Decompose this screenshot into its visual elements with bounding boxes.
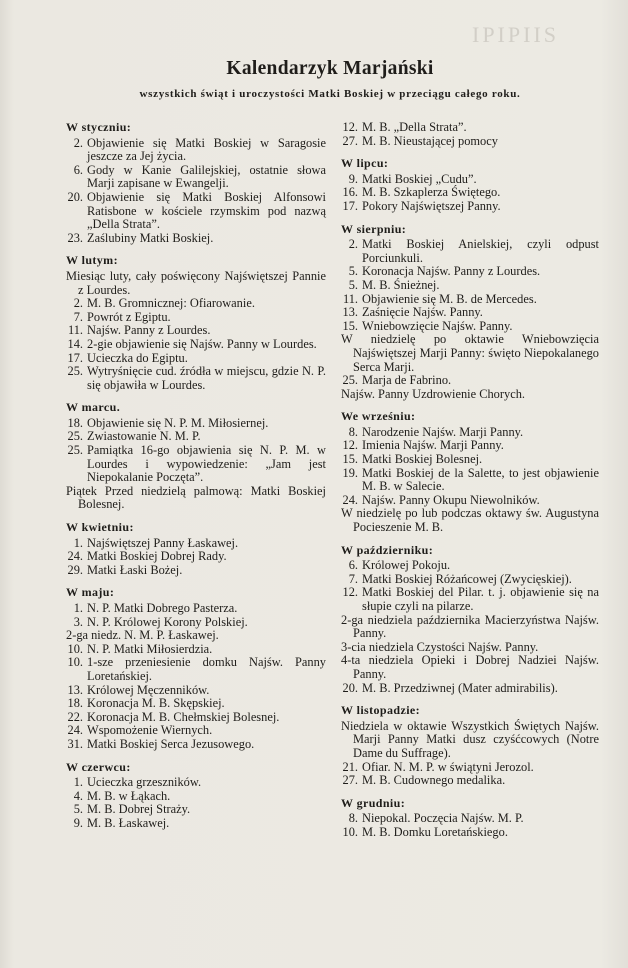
calendar-entry <box>341 320 599 334</box>
calendar-entry <box>66 191 326 232</box>
entry-day: 23. <box>67 230 83 245</box>
calendar-entry <box>341 586 599 613</box>
calendar-entry <box>341 293 599 307</box>
calendar-note <box>341 641 599 655</box>
entry-day: 29. <box>67 562 83 577</box>
entry-day: 7. <box>73 309 83 324</box>
entry-day: 10. <box>342 824 358 839</box>
calendar-entry <box>66 684 326 698</box>
entry-day: 1. <box>73 601 83 615</box>
calendar-entry <box>66 297 326 311</box>
page-title: Kalendarzyk Marjański <box>226 58 434 79</box>
entry-day: 16. <box>342 185 358 200</box>
calendar-entry <box>341 279 599 293</box>
month-heading: W lutym: <box>66 253 118 268</box>
entry-day: 6. <box>73 162 83 177</box>
month-heading: W maju: <box>66 585 115 600</box>
entry-day: 18. <box>67 696 83 711</box>
page-subtitle: wszystkich świąt i uroczystości Matki Boskiej w przeciągu całego roku. <box>139 88 521 100</box>
entry-text: Pamiątka 16-go objawienia się N. P. M. w Lourdes i wypowiedzenie: „Jam jest Niepokalanie Poczęta”. <box>87 443 326 485</box>
month-heading: W lipcu: <box>341 156 389 171</box>
month-heading: W grudniu: <box>341 795 406 810</box>
entry-day: 11. <box>67 323 83 338</box>
calendar-entry <box>341 306 599 320</box>
calendar-entry <box>341 494 599 508</box>
entry-text: Niepokal. Poczęcia Najśw. M. P. <box>362 811 524 826</box>
entry-day: 15. <box>342 318 358 333</box>
entry-day: 2. <box>73 135 83 150</box>
entry-text: Matki Boskiej Dobrej Rady. <box>87 549 227 564</box>
calendar-entry <box>66 724 326 738</box>
calendar-note <box>341 333 599 374</box>
entry-text: Matki Boskiej Serca Jezusowego. <box>87 736 255 751</box>
entry-text: M. B. Dobrej Straży. <box>87 802 191 817</box>
entry-text: M. B. Łaskawej. <box>87 815 170 830</box>
calendar-entry <box>341 812 599 826</box>
entry-day: 24. <box>67 723 83 738</box>
calendar-note <box>341 654 599 681</box>
entry-day: 11. <box>342 291 358 306</box>
entry-text: M. B. „Della Strata”. <box>362 120 467 134</box>
entry-day: 6. <box>348 558 358 573</box>
entry-day: 5. <box>73 802 83 817</box>
entry-day: 5. <box>348 277 358 292</box>
entry-day: 1. <box>73 775 83 790</box>
entry-day: 2. <box>348 237 358 252</box>
calendar-entry <box>341 135 599 149</box>
entry-text: Matki Boskiej Bolesnej. <box>362 452 483 467</box>
entry-text: Najświętszej Panny Łaskawej. <box>87 535 239 550</box>
entry-day: 14. <box>67 336 83 351</box>
entry-day: 2. <box>73 296 83 311</box>
entry-text: Ofiar. N. M. P. w świątyni Jerozol. <box>362 759 534 774</box>
month-heading: W październiku: <box>341 542 434 557</box>
entry-text: Narodzenie Najśw. Marji Panny. <box>362 424 524 439</box>
calendar-entry <box>66 602 326 616</box>
entry-text: Ucieczka do Egiptu. <box>87 350 188 365</box>
calendar-entry <box>66 430 326 444</box>
entry-text: 1-sze przeniesienie domku Najśw. Panny Loretańskiej. <box>87 655 326 683</box>
entry-text: M. B. Domku Loretańskiego. <box>362 824 508 839</box>
entry-day: 4. <box>73 788 83 803</box>
calendar-entry <box>341 173 599 187</box>
entry-text: M. B. Nieustającej pomocy <box>362 133 498 148</box>
calendar-entry <box>66 537 326 551</box>
calendar-entry <box>341 559 599 573</box>
calendar-entry <box>66 338 326 352</box>
entry-text: Marja de Fabrino. <box>362 373 452 388</box>
entry-day: 25. <box>67 443 83 458</box>
entry-text: Niedziela w oktawie Wszystkich Świętych Najśw. Marji Panny Matki dusz czyśćcowych (Notre Dame du Suffrage). <box>341 718 599 760</box>
calendar-note <box>66 485 326 512</box>
entry-day: 12. <box>342 120 358 134</box>
calendar-entry <box>341 265 599 279</box>
entry-text: 4-ta niedziela Opieki i Dobrej Nadziei Najśw. Panny. <box>341 653 599 681</box>
entry-text: 2-ga niedz. N. M. P. Łaskawej. <box>66 628 219 643</box>
entry-text: N. P. Matki Miłosierdzia. <box>87 641 213 656</box>
entry-day: 15. <box>342 452 358 467</box>
calendar-entry <box>341 682 599 696</box>
calendar-entry <box>66 738 326 752</box>
calendar-entry <box>66 550 326 564</box>
entry-text: Wspomożenie Wiernych. <box>87 723 213 738</box>
entry-text: Wytryśnięcie cud. źródła w miejscu, gdzie N. P. się objawiła w Lourdes. <box>87 364 326 392</box>
calendar-entry <box>66 803 326 817</box>
entry-day: 24. <box>67 549 83 564</box>
entry-text: Powrót z Egiptu. <box>87 309 171 324</box>
bleed-through-text: IPIPIIS <box>472 22 560 47</box>
calendar-entry <box>66 352 326 366</box>
entry-day: 27. <box>342 133 358 148</box>
entry-day: 31. <box>67 736 83 751</box>
entry-day: 27. <box>342 773 358 788</box>
calendar-entry <box>66 164 326 191</box>
month-heading: W styczniu: <box>66 120 132 134</box>
entry-text: Objawienie się Matki Boskiej Alfonsowi Ratisbone w kościele rzymskim pod nazwą „Della Strata”. <box>87 189 326 232</box>
calendar-note <box>341 720 599 761</box>
month-heading: W listopadzie: <box>341 703 421 718</box>
calendar-entry <box>66 697 326 711</box>
entry-text: Najśw. Panny Uzdrowienie Chorych. <box>341 386 525 401</box>
calendar-entry <box>341 374 599 388</box>
entry-day: 20. <box>342 680 358 695</box>
calendar-entry <box>341 573 599 587</box>
entry-text: Objawienie się M. B. de Mercedes. <box>362 291 537 306</box>
entry-text: W niedzielę po oktawie Wniebowzięcia Najświętszej Marji Panny: święto Niepokalanego Serca Marji. <box>341 332 599 374</box>
entry-day: 9. <box>348 171 358 186</box>
entry-day: 25. <box>342 373 358 388</box>
calendar-entry <box>341 121 599 135</box>
calendar-note <box>341 507 599 534</box>
entry-text: M. B. Gromnicznej: Ofiarowanie. <box>87 296 255 311</box>
calendar-entry <box>66 656 326 683</box>
right-column <box>341 121 599 840</box>
entry-day: 25. <box>67 429 83 444</box>
calendar-entry <box>66 417 326 431</box>
entry-day: 20. <box>67 189 83 204</box>
entry-day: 17. <box>342 198 358 213</box>
entry-text: W niedzielę po lub podczas oktawy św. Augustyna Pocieszenie M. B. <box>341 506 599 535</box>
entry-text: Koronacja M. B. Skępskiej. <box>87 696 225 711</box>
entry-day: 12. <box>342 585 358 600</box>
entry-text: Matki Łaski Bożej. <box>87 562 183 577</box>
entry-text: Zwiastowanie N. M. P. <box>87 429 201 444</box>
entry-day: 7. <box>348 571 358 586</box>
entry-text: Koronacja M. B. Chełmskiej Bolesnej. <box>87 709 280 724</box>
entry-day: 1. <box>73 535 83 550</box>
calendar-note <box>341 614 599 641</box>
entry-day: 24. <box>342 492 358 507</box>
calendar-entry <box>66 444 326 485</box>
entry-text: Gody w Kanie Galilejskiej, ostatnie słowa Marji zapisane w Ewangelji. <box>87 162 326 191</box>
calendar-entry <box>66 365 326 392</box>
calendar-entry <box>341 186 599 200</box>
left-column <box>66 121 326 831</box>
calendar-entry <box>66 137 326 164</box>
entry-day: 13. <box>342 305 358 320</box>
entry-text: Zaślubiny Matki Boskiej. <box>87 230 214 245</box>
calendar-entry <box>66 817 326 831</box>
entry-text: Zaśnięcie Najśw. Panny. <box>362 305 483 320</box>
entry-day: 10. <box>67 655 83 670</box>
month-heading: W kwietniu: <box>66 520 134 535</box>
entry-text: Objawienie się Matki Boskiej w Saragosie jeszcze za Jej życia. <box>87 135 326 164</box>
calendar-entry <box>341 761 599 775</box>
month-heading: W sierpniu: <box>341 221 407 236</box>
entry-text: M. B. Szkaplerza Świętego. <box>362 185 501 200</box>
entry-day: 8. <box>348 811 358 826</box>
entry-text: Wniebowzięcie Najśw. Panny. <box>362 318 513 333</box>
calendar-entry <box>341 238 599 265</box>
entry-day: 13. <box>67 682 83 697</box>
calendar-entry <box>341 439 599 453</box>
entry-text: Najśw. Panny Okupu Niewolników. <box>362 492 540 507</box>
entry-text: Najśw. Panny z Lourdes. <box>87 323 211 338</box>
calendar-entry <box>66 790 326 804</box>
entry-text: 3-cia niedziela Czystości Najśw. Panny. <box>341 639 539 654</box>
entry-day: 17. <box>67 350 83 365</box>
calendar-entry <box>66 776 326 790</box>
entry-text: Imienia Najśw. Marji Panny. <box>362 438 504 453</box>
entry-text: Ucieczka grzeszników. <box>87 775 202 790</box>
entry-text: N. P. Matki Dobrego Pasterza. <box>87 601 238 615</box>
calendar-entry <box>66 311 326 325</box>
entry-text: 2-gie objawienie się Najśw. Panny w Lourdes. <box>87 336 317 351</box>
calendar-entry <box>341 453 599 467</box>
calendar-entry <box>341 467 599 494</box>
entry-text: Piątek Przed niedzielą palmową: Matki Boskiej Bolesnej. <box>66 483 326 512</box>
entry-day: 10. <box>67 641 83 656</box>
calendar-note <box>66 270 326 297</box>
entry-text: M. B. Cudownego medalika. <box>362 773 506 788</box>
month-heading: W czerwcu: <box>66 759 131 774</box>
entry-text: Koronacja Najśw. Panny z Lourdes. <box>362 264 541 279</box>
entry-day: 19. <box>342 465 358 480</box>
calendar-entry <box>66 643 326 657</box>
entry-day: 22. <box>67 709 83 724</box>
entry-day: 25. <box>67 364 83 379</box>
calendar-entry <box>66 616 326 630</box>
entry-text: Matki Boskiej „Cudu”. <box>362 171 477 186</box>
calendar-entry <box>66 711 326 725</box>
entry-text: M. B. Śnieżnej. <box>362 277 440 292</box>
entry-day: 18. <box>67 415 83 430</box>
entry-text: Królowej Męczenników. <box>87 682 210 697</box>
entry-text: 2-ga niedziela października Macierzyństwa Najśw. Panny. <box>341 612 599 641</box>
entry-text: N. P. Królowej Korony Polskiej. <box>87 614 248 629</box>
calendar-entry <box>341 774 599 788</box>
calendar-note <box>66 629 326 643</box>
entry-day: 12. <box>342 438 358 453</box>
entry-text: M. B. w Łąkach. <box>87 788 171 803</box>
entry-text: Miesiąc luty, cały poświęcony Najświętszej Pannie z Lourdes. <box>66 268 326 297</box>
month-heading: W marcu. <box>66 400 121 415</box>
entry-text: Królowej Pokoju. <box>362 558 451 573</box>
entry-text: Objawienie się N. P. M. Miłosiernej. <box>87 415 269 430</box>
calendar-entry <box>66 232 326 246</box>
calendar-entry <box>341 826 599 840</box>
calendar-entry <box>66 324 326 338</box>
entry-text: Matki Boskiej del Pilar. t. j. objawienie się na słupie czyli na pilarze. <box>362 585 599 613</box>
entry-text: M. B. Przedziwnej (Mater admirabilis). <box>362 680 558 695</box>
calendar-entry <box>341 426 599 440</box>
entry-text: Pokory Najświętszej Panny. <box>362 198 501 213</box>
entry-day: 9. <box>73 815 83 830</box>
entry-day: 21. <box>342 759 358 774</box>
entry-text: Matki Boskiej de la Salette, to jest objawienie M. B. w Salecie. <box>362 465 599 494</box>
entry-day: 8. <box>348 424 358 439</box>
entry-text: Matki Boskiej Anielskiej, czyli odpust Porciunkuli. <box>362 237 599 265</box>
calendar-note <box>341 388 599 402</box>
calendar-entry <box>341 200 599 214</box>
entry-text: Matki Boskiej Różańcowej (Zwycięskiej). <box>362 571 572 586</box>
entry-day: 5. <box>348 264 358 279</box>
entry-day: 3. <box>73 614 83 629</box>
month-heading: We wrześniu: <box>341 409 416 424</box>
calendar-entry <box>66 564 326 578</box>
